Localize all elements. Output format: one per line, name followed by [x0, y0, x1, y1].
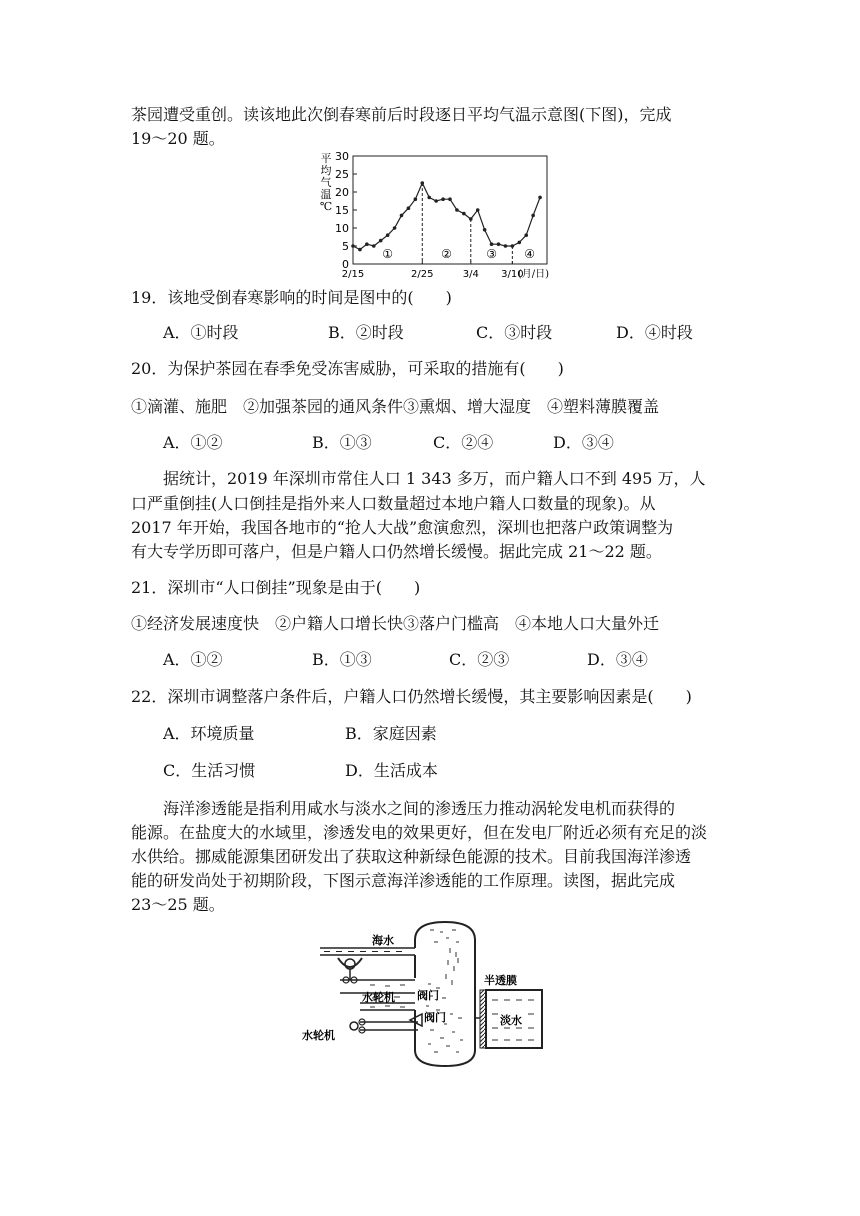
temperature-point [524, 233, 528, 237]
label-turbine-2: 水轮机 [302, 1029, 335, 1042]
para2-line-2: 口严重倒挂(人口倒挂是指外来人口数量超过本地户籍人口数量的现象)。从 [131, 494, 656, 513]
temperature-point [511, 244, 515, 248]
temperature-point [462, 212, 466, 216]
y-axis-label-char: ℃ [319, 200, 333, 213]
x-axis-label: (月/日) [517, 269, 549, 280]
temperature-point [448, 197, 452, 201]
label-valve-2: 阀门 [424, 1011, 446, 1024]
temperature-point [517, 241, 521, 245]
label-seawater: 海水 [372, 934, 394, 947]
temperature-point [497, 242, 501, 246]
q19-option-a[interactable]: A．①时段 [163, 323, 239, 342]
y-tick-label: 5 [342, 240, 349, 253]
y-tick-label: 10 [335, 222, 349, 235]
q20-option-c[interactable]: C．②④ [433, 433, 494, 452]
q20-option-d[interactable]: D．③④ [553, 433, 614, 452]
temperature-point [441, 197, 445, 201]
q19-stem: 19．该地受倒春寒影响的时间是图中的( ) [131, 288, 452, 307]
temperature-point [351, 244, 355, 248]
chart-plot [320, 150, 549, 280]
temperature-point [400, 214, 404, 218]
temperature-point [434, 199, 438, 203]
x-tick-label: 3/10 [501, 269, 524, 280]
para2-line-1: 据统计，2019 年深圳市常住人口 1 343 多万，而户籍人口不到 495 万，人 [163, 469, 706, 488]
q22-option-c[interactable]: C．生活习惯 [163, 761, 256, 780]
intro-line-1: 茶园遭受重创。读该地此次倒春寒前后时段逐日平均气温示意图(下图)，完成 [131, 105, 672, 124]
q19-option-c[interactable]: C．③时段 [476, 323, 553, 342]
para3-line-2: 能源。在盐度大的水域里，渗透发电的效果更好，但在发电厂附近必须有充足的淡 [131, 823, 708, 842]
q21-option-b[interactable]: B．①③ [312, 650, 372, 669]
q22-stem: 22．深圳市调整落户条件后，户籍人口仍然增长缓慢，其主要影响因素是( ) [131, 687, 692, 706]
y-tick-label: 20 [335, 186, 349, 199]
q20-items: ①滴灌、施肥 ②加强茶园的通风条件③熏烟、增大湿度 ④塑料薄膜覆盖 [131, 397, 660, 416]
temperature-point [476, 208, 480, 212]
label-valve-1: 阀门 [417, 989, 439, 1002]
y-axis-label-char: 平 [320, 152, 332, 165]
para2-line-4: 有大专学历即可落户，但是户籍人口仍然增长缓慢。据此完成 21～22 题。 [131, 542, 662, 561]
temperature-point [504, 244, 508, 248]
temperature-point [386, 233, 390, 237]
temperature-point [365, 242, 369, 246]
temperature-point [372, 244, 376, 248]
temperature-point [531, 214, 535, 218]
y-tick-label: 30 [335, 150, 349, 163]
period-label: ③ [486, 247, 497, 261]
temperature-point [393, 226, 397, 230]
intro-line-2: 19～20 题。 [131, 129, 225, 148]
q21-option-d[interactable]: D．③④ [587, 650, 648, 669]
y-tick-label: 0 [342, 258, 349, 271]
temperature-point [455, 208, 459, 212]
period-label: ④ [524, 247, 536, 261]
q21-option-c[interactable]: C．②③ [449, 650, 510, 669]
q20-stem: 20．为保护茶园在春季免受冻害威胁，可采取的措施有( ) [131, 359, 564, 378]
label-turbine-1: 水轮机 [362, 991, 395, 1004]
y-axis-label-char: 气 [320, 176, 332, 189]
temperature-point [407, 206, 411, 210]
q21-items: ①经济发展速度快 ②户籍人口增长快③落户门槛高 ④本地人口大量外迁 [131, 614, 660, 633]
temperature-point [490, 242, 494, 246]
osmotic-energy-diagram [300, 918, 560, 1068]
temperature-chart [312, 148, 572, 280]
temperature-point [358, 248, 362, 252]
period-label: ① [382, 247, 394, 261]
q22-option-b[interactable]: B．家庭因素 [345, 724, 437, 743]
q19-option-d[interactable]: D．④时段 [616, 323, 693, 342]
para3-line-1: 海洋渗透能是指利用咸水与淡水之间的渗透压力推动涡轮发电机而获得的 [163, 799, 676, 818]
x-tick-label: 2/25 [411, 269, 434, 280]
y-axis-label-char: 均 [320, 164, 332, 177]
y-axis-label-char: 温 [320, 188, 332, 201]
para2-line-3: 2017 年开始，我国各地市的“抢人大战”愈演愈烈，深圳也把落户政策调整为 [131, 518, 674, 537]
para3-line-3: 水供给。挪威能源集团研发出了获取这种新绿色能源的技术。目前我国海洋渗透 [131, 847, 692, 866]
label-freshwater: 淡水 [500, 1014, 522, 1027]
q20-option-a[interactable]: A．①② [163, 433, 223, 452]
temperature-point [469, 217, 473, 221]
q19-option-b[interactable]: B．②时段 [328, 323, 404, 342]
period-label: ② [441, 247, 452, 261]
q21-stem: 21．深圳市“人口倒挂”现象是由于( ) [131, 578, 421, 597]
q22-option-a[interactable]: A．环境质量 [163, 724, 255, 743]
para3-line-5: 23～25 题。 [131, 895, 225, 914]
turbine-2-icon [350, 1019, 365, 1033]
q21-option-a[interactable]: A．①② [163, 650, 223, 669]
y-tick-label: 25 [335, 168, 349, 181]
q20-option-b[interactable]: B．①③ [312, 433, 372, 452]
y-tick-label: 15 [335, 204, 349, 217]
q22-option-d[interactable]: D．生活成本 [345, 761, 438, 780]
temperature-point [483, 228, 487, 232]
x-tick-label: 3/4 [462, 269, 479, 280]
x-tick-label: 2/15 [341, 269, 365, 280]
temperature-point [538, 196, 542, 200]
temperature-point [420, 181, 424, 185]
label-membrane: 半透膜 [484, 974, 517, 987]
temperature-point [379, 239, 383, 243]
temperature-point [427, 196, 431, 200]
para3-line-4: 能的研发尚处于初期阶段，下图示意海洋渗透能的工作原理。读图，据此完成 [131, 871, 676, 890]
temperature-point [414, 197, 418, 201]
